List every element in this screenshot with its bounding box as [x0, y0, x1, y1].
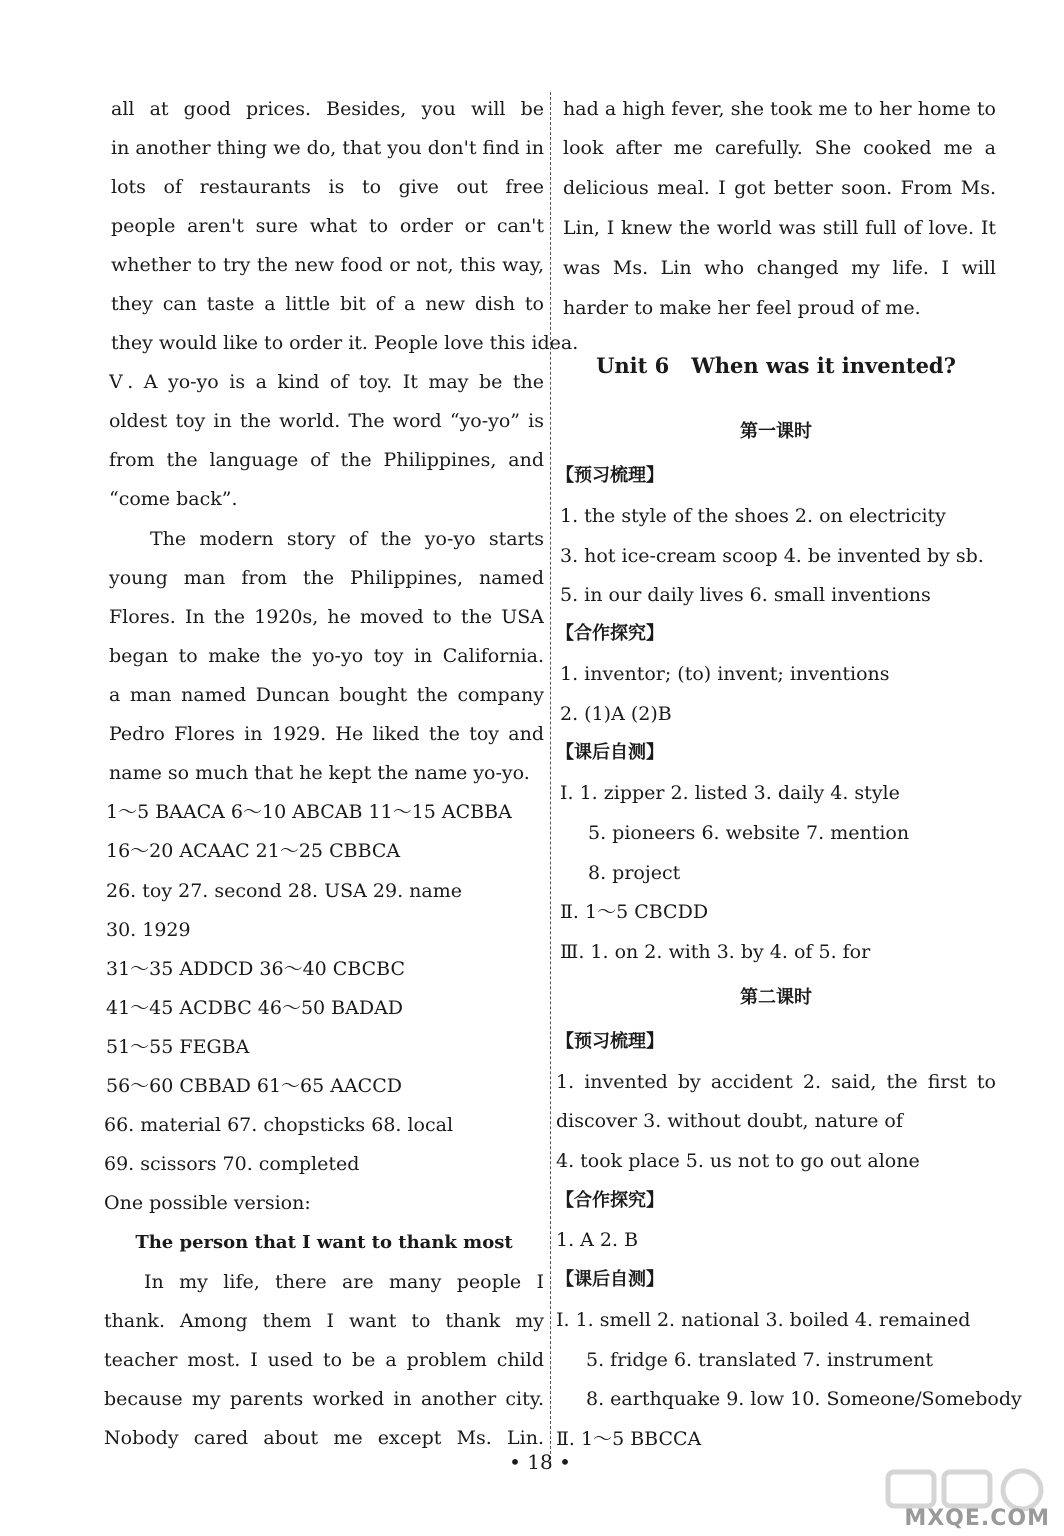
text-line: 30. 1929 [106, 919, 191, 941]
text-line: Ⅰ. 1. smell 2. national 3. boiled 4. remained [556, 1309, 971, 1331]
text-line: Ⅱ. 1～5 BBCCA [556, 1428, 702, 1450]
text-line: thank. Among them I want to thank my [104, 1310, 544, 1332]
text-line: delicious meal. I got better soon. From Ms. [563, 177, 996, 199]
text-line: 56～60 CBBAD 61～65 AACCD [106, 1075, 402, 1097]
text-line: 26. toy 27. second 28. USA 29. name [106, 880, 462, 902]
text-line: a man named Duncan bought the company [109, 684, 544, 706]
text-line: all at good prices. Besides, you will be [111, 98, 544, 120]
text-line: Pedro Flores in 1929. He liked the toy and [109, 723, 544, 745]
unit-title: Unit 6 When was it invented? [596, 353, 956, 378]
text-line: lots of restaurants is to give out free [111, 176, 544, 198]
text-line: 8. project [588, 862, 681, 884]
text-line: whether to try the new food or not, this way, [111, 254, 544, 276]
text-line: 41～45 ACDBC 46～50 BADAD [106, 997, 404, 1019]
section-label: 【课后自测】 [556, 1269, 664, 1290]
text-line: people aren't sure what to order or can't [111, 215, 544, 237]
text-line: 5. fridge 6. translated 7. instrument [586, 1349, 933, 1371]
text-line: 51～55 FEGBA [106, 1036, 250, 1058]
text-line: Ⅲ. 1. on 2. with 3. by 4. of 5. for [560, 941, 871, 963]
text-line: Ⅰ. 1. zipper 2. listed 3. daily 4. style [560, 782, 900, 804]
text-line: 5. pioneers 6. website 7. mention [588, 822, 910, 844]
text-line: 1. A 2. B [556, 1229, 639, 1251]
section-label: 【合作探究】 [556, 1190, 664, 1211]
section-label: 【合作探究】 [556, 623, 664, 644]
text-line: harder to make her feel proud of me. [563, 297, 921, 319]
text-line: Lin, I knew the world was still full of love. It [563, 217, 996, 239]
section-label: 【预习梳理】 [556, 465, 664, 486]
right-column [556, 0, 1022, 1460]
text-line: 2. (1)A (2)B [560, 703, 672, 725]
text-line: The modern story of the yo-yo starts [150, 528, 544, 550]
text-line: 1～5 BAACA 6～10 ABCAB 11～15 ACBBA [106, 801, 512, 823]
watermark-text: MXQE.COM [904, 1506, 1050, 1531]
text-line: began to make the yo-yo toy in California. [109, 645, 544, 667]
text-line: 1. invented by accident 2. said, the first to [556, 1071, 996, 1093]
text-line: Ⅱ. 1～5 CBCDD [560, 901, 709, 923]
text-line: 8. earthquake 9. low 10. Someone/Somebody [586, 1388, 1022, 1410]
text-line: 4. took place 5. us not to go out alone [556, 1150, 920, 1172]
text-line: was Ms. Lin who changed my life. I will [563, 257, 996, 279]
text-line: 31～35 ADDCD 36～40 CBCBC [106, 958, 406, 980]
text-line: from the language of the Philippines, and [109, 449, 544, 471]
section-label: 【课后自测】 [556, 742, 664, 763]
text-line: One possible version: [104, 1192, 311, 1214]
text-line: 5. in our daily lives 6. small inventions [560, 584, 931, 606]
text-line: teacher most. I used to be a problem child [104, 1349, 544, 1371]
text-line: in another thing we do, that you don't find in [111, 137, 544, 159]
text-line: young man from the Philippines, named [109, 567, 544, 589]
lesson-heading: 第一课时 [740, 421, 812, 442]
text-line: name so much that he kept the name yo-yo. [109, 762, 530, 784]
text-line: 69. scissors 70. completed [104, 1153, 360, 1175]
text-line: they can taste a little bit of a new dish to [111, 293, 544, 315]
text-line: discover 3. without doubt, nature of [556, 1110, 903, 1132]
text-line: Ⅴ. A yo-yo is a kind of toy. It may be the [109, 371, 544, 393]
essay-title: The person that I want to thank most [135, 1232, 513, 1253]
text-line: they would like to order it. People love this idea. [111, 332, 579, 354]
text-line: oldest toy in the world. The word “yo-yo” is [109, 410, 544, 432]
text-line: Flores. In the 1920s, he moved to the USA [109, 606, 544, 628]
text-line: Nobody cared about me except Ms. Lin. [104, 1427, 544, 1449]
left-column [104, 0, 579, 1460]
section-label: 【预习梳理】 [556, 1031, 664, 1052]
text-line: 1. inventor; (to) invent; inventions [560, 663, 890, 685]
text-line: 16～20 ACAAC 21～25 CBBCA [106, 840, 401, 862]
lesson-heading: 第二课时 [740, 987, 812, 1008]
text-line: had a high fever, she took me to her home to [563, 98, 996, 120]
column-divider [550, 92, 551, 1464]
text-line: 66. material 67. chopsticks 68. local [104, 1114, 454, 1136]
text-line: 1. the style of the shoes 2. on electricity [560, 505, 946, 527]
text-line: In my life, there are many people I [144, 1271, 544, 1293]
text-line: look after me carefully. She cooked me a [563, 137, 996, 159]
page-number: • 18 • [509, 1450, 571, 1474]
text-line: 3. hot ice-cream scoop 4. be invented by sb. [560, 545, 984, 567]
text-line: “come back”. [109, 488, 238, 510]
text-line: because my parents worked in another city. [104, 1388, 544, 1410]
